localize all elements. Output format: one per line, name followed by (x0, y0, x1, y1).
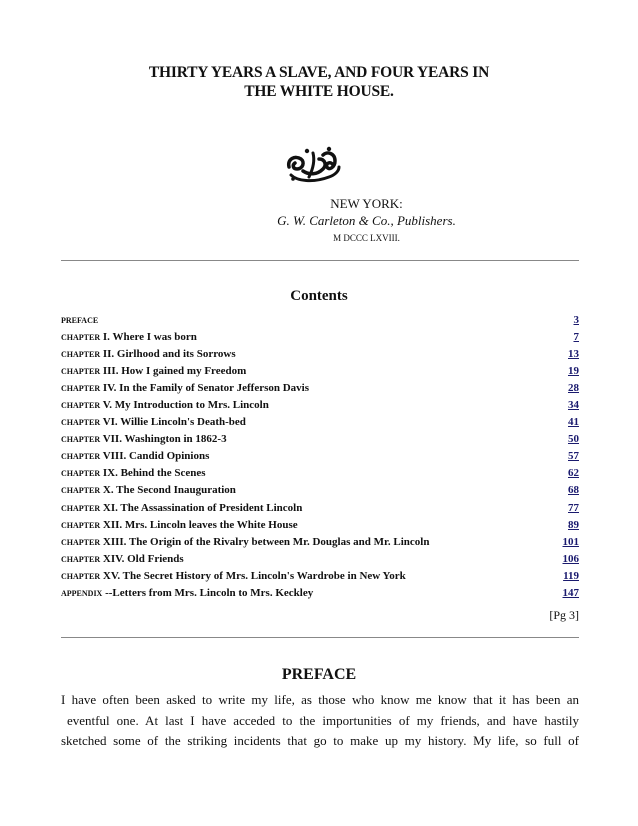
toc-entry-chapter-5 (61, 396, 579, 413)
preface-line: eventful one. At last I have acceded to the importunities of my friends, and have hastily (67, 712, 579, 728)
toc-page-link[interactable]: 68 (568, 484, 579, 497)
toc-prefix: CHAPTER (61, 486, 101, 496)
toc-page-link[interactable]: 62 (568, 467, 579, 480)
toc-entry-chapter-6 (61, 414, 579, 431)
toc-label: XI. The Assassination of President Lincoln (102, 501, 303, 514)
book-title-line-1: THIRTY YEARS A SLAVE, AND FOUR YEARS IN (148, 64, 490, 81)
preface-paragraph (61, 690, 579, 752)
toc-entry-chapter-11 (61, 499, 579, 516)
toc-entry-chapter-1 (61, 328, 579, 345)
preface-line: I have often been asked to write my life, as those who know me know that it has been an (61, 692, 579, 707)
toc-label: XII. Mrs. Lincoln leaves the White House (102, 518, 298, 531)
toc-prefix: CHAPTER (61, 349, 101, 359)
toc-prefix: CHAPTER (61, 571, 101, 581)
toc-prefix: CHAPTER (61, 435, 101, 445)
table-of-contents (61, 311, 579, 602)
toc-page-link[interactable]: 28 (568, 381, 579, 394)
book-title (100, 63, 538, 101)
toc-label: VII. Washington in 1862-3 (102, 433, 227, 446)
toc-label: VI. Willie Lincoln's Death-bed (102, 416, 246, 429)
publisher-emblem-icon (283, 145, 345, 185)
toc-prefix: CHAPTER (61, 366, 101, 376)
toc-entry-chapter-14 (61, 550, 579, 567)
toc-label: V. My Introduction to Mrs. Lincoln (102, 399, 269, 412)
toc-label: --Letters from Mrs. Lincoln to Mrs. Keckley (105, 587, 314, 600)
toc-prefix: CHAPTER (61, 383, 101, 393)
book-title-line-2: THE WHITE HOUSE. (244, 83, 394, 100)
toc-label: XIII. The Origin of the Rivalry between Mr. Douglas and Mr. Lincoln (102, 535, 430, 548)
toc-page-link[interactable]: 101 (562, 535, 579, 548)
toc-label: XIV. Old Friends (102, 552, 184, 565)
toc-prefix: CHAPTER (61, 503, 101, 513)
toc-page-link[interactable]: 77 (568, 501, 579, 514)
divider-bottom (61, 637, 579, 638)
toc-page-link[interactable]: 19 (568, 364, 579, 377)
toc-prefix: CHAPTER (61, 554, 101, 564)
toc-page-link[interactable]: 13 (568, 347, 579, 360)
toc-label: X. The Second Inauguration (102, 484, 236, 497)
toc-page-link[interactable]: 34 (568, 399, 579, 412)
toc-label: IX. Behind the Scenes (102, 467, 206, 480)
toc-page-link[interactable]: 41 (568, 416, 579, 429)
toc-page-link[interactable]: 106 (562, 552, 579, 565)
toc-entry-chapter-13 (61, 533, 579, 550)
toc-label: IV. In the Family of Senator Jefferson Davis (102, 381, 310, 394)
toc-label: III. How I gained my Freedom (102, 364, 247, 377)
toc-page-link[interactable]: 3 (573, 313, 579, 326)
preface-heading: PREFACE (281, 666, 357, 683)
page-marker: [Pg 3] (549, 608, 579, 622)
toc-label: II. Girlhood and its Sorrows (102, 347, 236, 360)
toc-entry-chapter-12 (61, 516, 579, 533)
toc-prefix: CHAPTER (61, 537, 101, 547)
toc-entry-chapter-4 (61, 379, 579, 396)
toc-entry-chapter-3 (61, 362, 579, 379)
toc-page-link[interactable]: 57 (568, 450, 579, 463)
toc-page-link[interactable]: 119 (563, 569, 579, 582)
toc-entry-chapter-15 (61, 567, 579, 584)
toc-page-link[interactable]: 50 (568, 433, 579, 446)
toc-entry-chapter-10 (61, 482, 579, 499)
toc-prefix: APPENDIX (61, 589, 103, 599)
toc-label: I. Where I was born (102, 330, 197, 343)
toc-label: XV. The Secret History of Mrs. Lincoln's Wardrobe in New York (102, 569, 406, 582)
toc-prefix: CHAPTER (61, 418, 101, 428)
contents-heading: Contents (290, 288, 348, 304)
toc-entry-chapter-9 (61, 465, 579, 482)
toc-prefix: CHAPTER (61, 469, 101, 479)
toc-page-link[interactable]: 147 (562, 587, 579, 600)
toc-entry-chapter-7 (61, 431, 579, 448)
toc-entry-preface (61, 311, 579, 328)
toc-entry-chapter-2 (61, 345, 579, 362)
publisher-name: G. W. Carleton & Co., Publishers. (277, 213, 456, 228)
toc-prefix: PREFACE (61, 315, 99, 325)
toc-page-link[interactable]: 89 (568, 518, 579, 531)
toc-entry-chapter-8 (61, 448, 579, 465)
toc-label: VIII. Candid Opinions (102, 450, 210, 463)
publication-date: M DCCC LXVIII. (333, 233, 400, 243)
publication-city: NEW YORK: (330, 196, 403, 211)
preface-line: sketched some of the striking incidents that go to make up my history. My life, so full of (61, 733, 579, 748)
toc-prefix: CHAPTER (61, 401, 101, 411)
toc-prefix: CHAPTER (61, 452, 101, 462)
divider-top (61, 260, 579, 261)
toc-prefix: CHAPTER (61, 520, 101, 530)
toc-prefix: CHAPTER (61, 332, 101, 342)
toc-entry-appendix (61, 585, 579, 602)
toc-page-link[interactable]: 7 (573, 330, 579, 343)
